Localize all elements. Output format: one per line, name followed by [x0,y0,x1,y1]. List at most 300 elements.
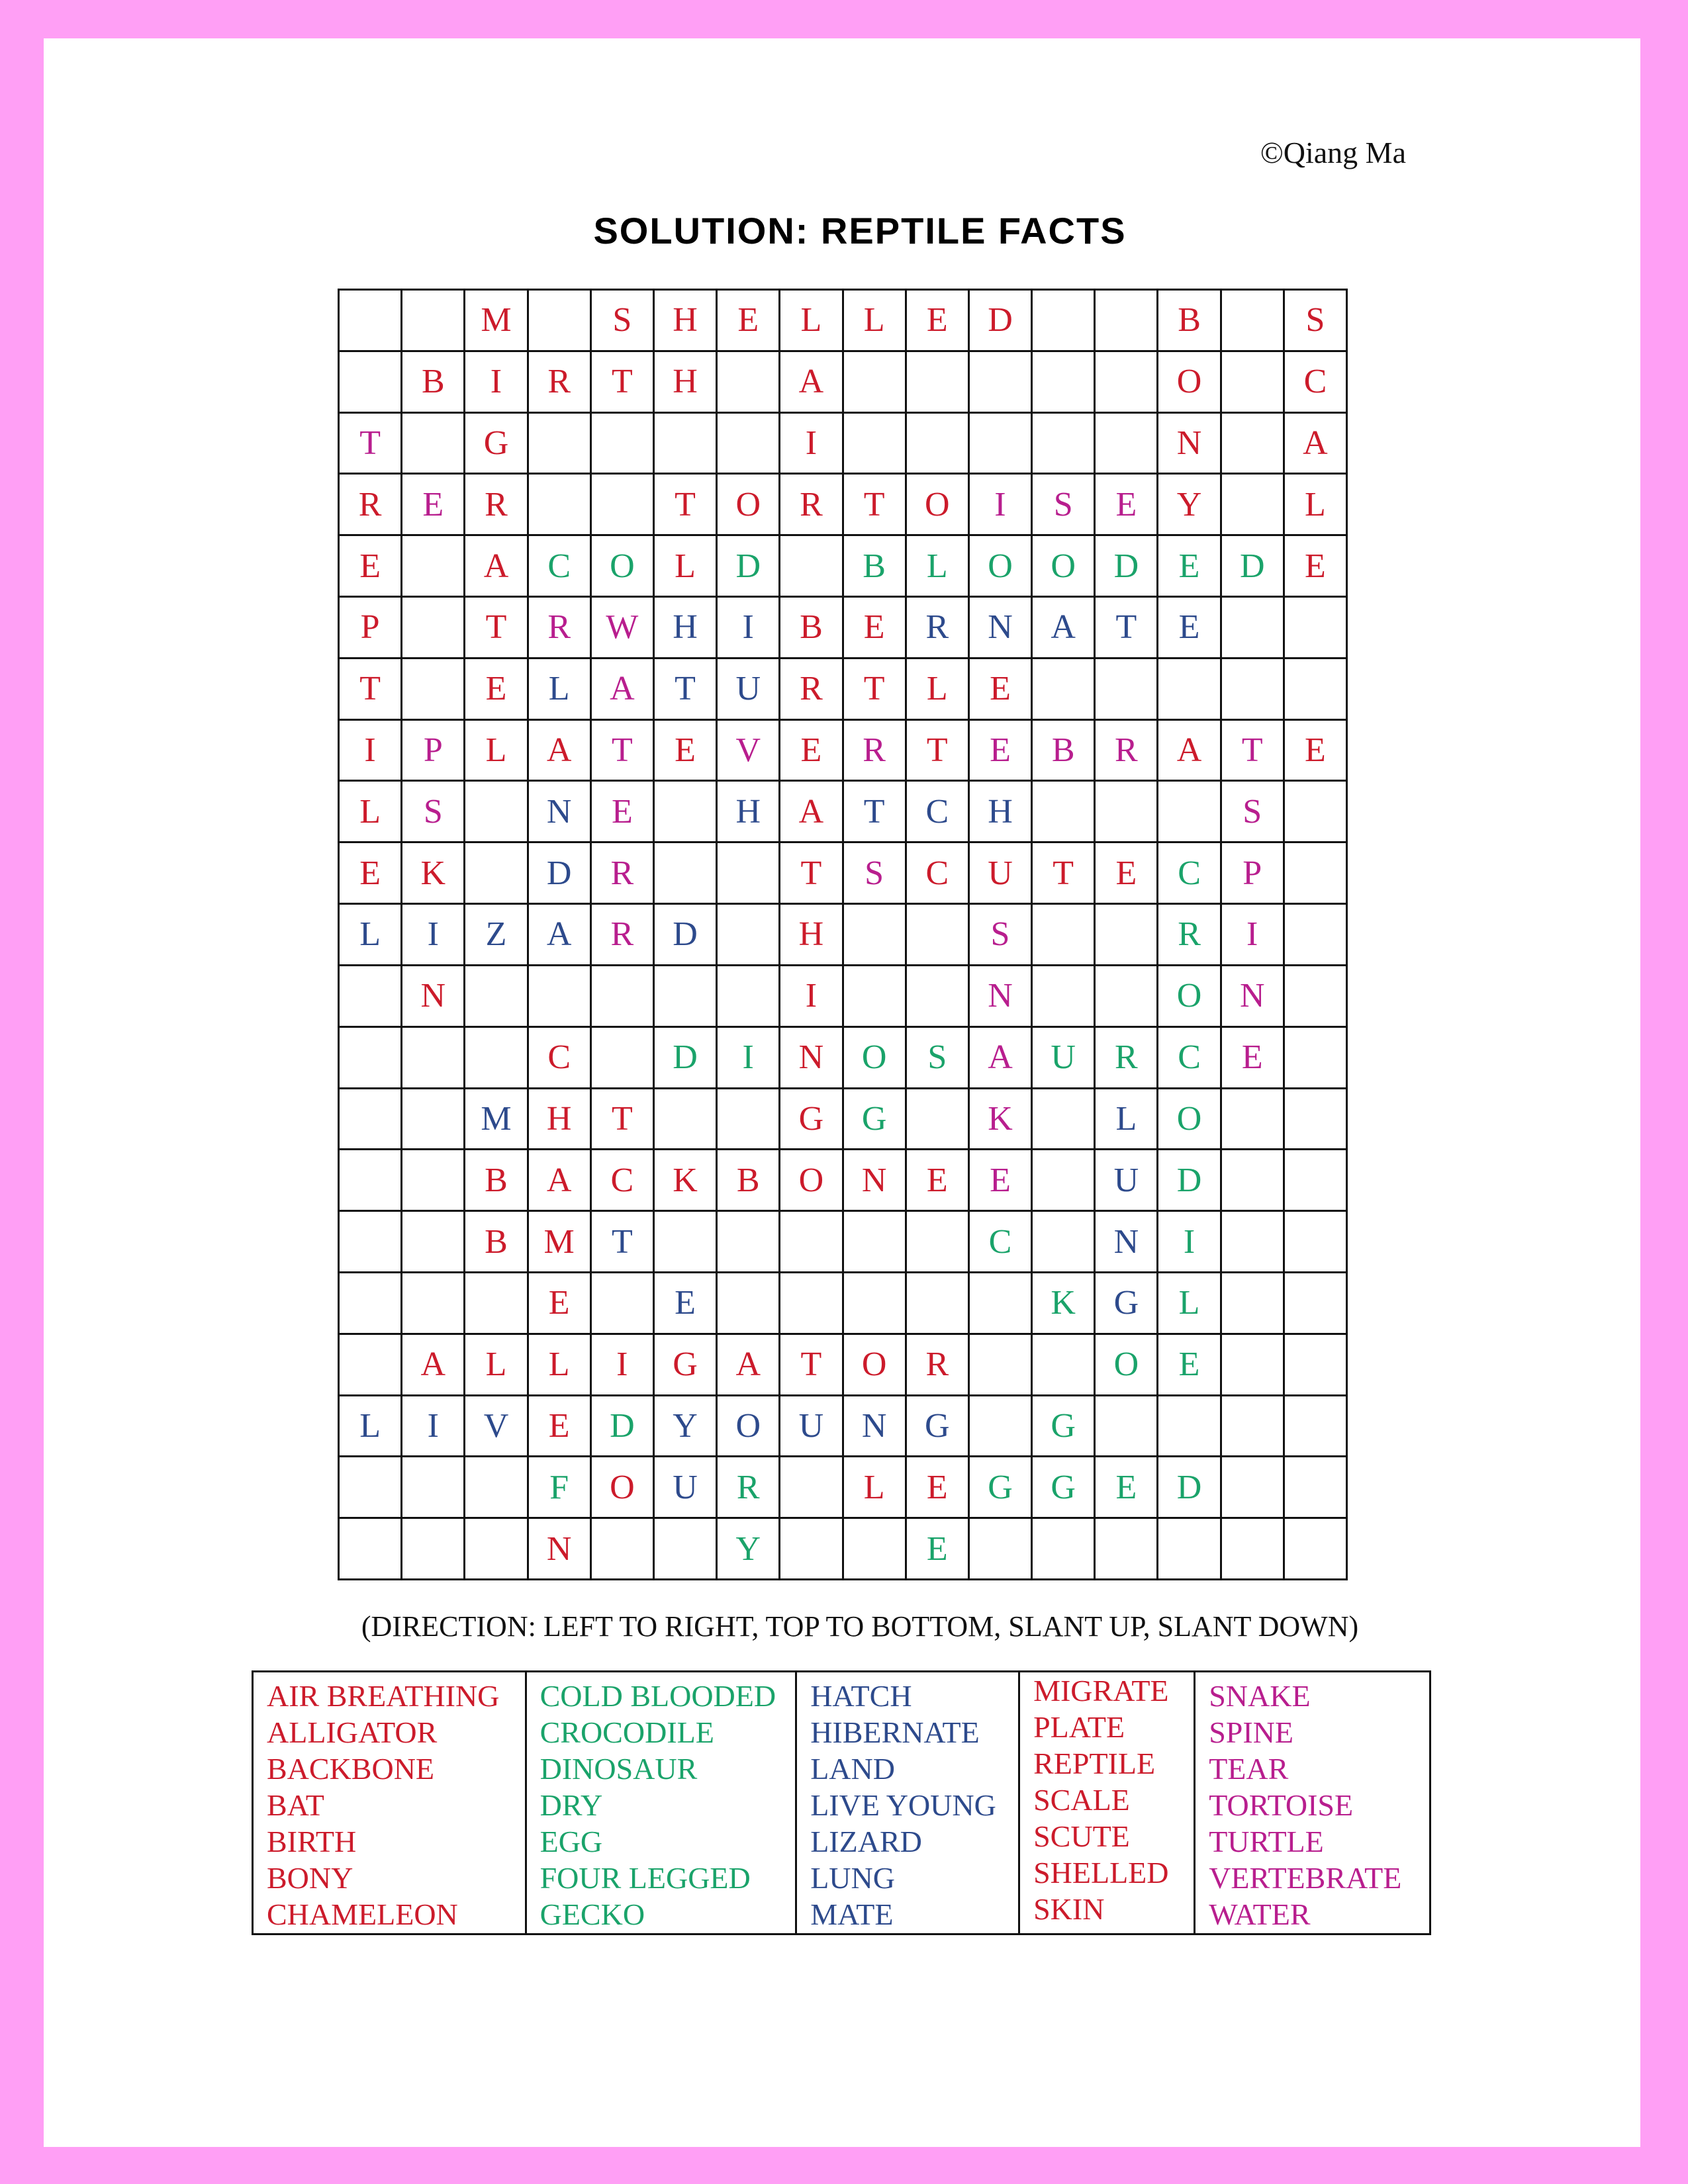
grid-cell [1096,291,1158,352]
grid-cell: L [907,536,970,598]
grid-cell: I [718,1028,780,1089]
grid-cell [1285,1150,1348,1212]
word-bank-item: LAND [810,1752,895,1786]
grid-cell: C [1285,352,1348,414]
grid-cell [529,966,592,1028]
grid-cell: I [780,414,843,475]
grid-cell: Y [718,1519,780,1580]
grid-cell: R [1096,1028,1158,1089]
grid-cell [402,659,465,721]
grid-cell: G [907,1396,970,1458]
grid-cell: B [1033,721,1096,782]
grid-cell [718,1089,780,1151]
word-bank-item: SCALE [1033,1783,1130,1817]
grid-cell: A [970,1028,1033,1089]
grid-cell [844,414,907,475]
grid-cell [1222,1457,1285,1519]
grid-cell: U [718,659,780,721]
grid-cell: N [780,1028,843,1089]
grid-cell [465,1273,528,1335]
word-bank-column-4 [1020,1672,1196,1933]
grid-cell [340,1089,402,1151]
grid-cell: U [1033,1028,1096,1089]
word-bank-item: TORTOISE [1209,1788,1354,1822]
grid-cell: B [718,1150,780,1212]
grid-cell [655,1212,718,1273]
grid-cell: E [340,536,402,598]
grid-cell: O [718,475,780,536]
grid-cell [718,1273,780,1335]
grid-cell [340,1212,402,1273]
grid-cell: N [402,966,465,1028]
grid-cell [1033,291,1096,352]
word-bank-item: MIGRATE [1033,1674,1169,1707]
grid-cell: W [592,598,655,659]
grid-cell [465,1457,528,1519]
word-bank-item: REPTILE [1033,1747,1156,1780]
grid-cell [1222,1335,1285,1396]
grid-cell: K [655,1150,718,1212]
grid-cell: E [529,1396,592,1458]
word-bank-item: TEAR [1209,1752,1289,1786]
grid-cell: E [844,598,907,659]
grid-cell [465,1028,528,1089]
grid-cell: I [465,352,528,414]
page-title: SOLUTION: REPTILE FACTS [593,210,1127,251]
grid-cell: N [529,1519,592,1580]
grid-cell: U [970,843,1033,905]
grid-cell [340,1335,402,1396]
grid-cell: Y [1158,475,1221,536]
grid-cell: B [402,352,465,414]
grid-cell: I [780,966,843,1028]
grid-cell: R [465,475,528,536]
grid-cell [907,905,970,966]
grid-cell: L [1285,475,1348,536]
grid-cell: S [1033,475,1096,536]
word-bank-item: HIBERNATE [810,1715,980,1749]
grid-cell: P [402,721,465,782]
grid-cell: K [1033,1273,1096,1335]
grid-cell: Y [655,1396,718,1458]
grid-cell [1285,598,1348,659]
grid-cell: C [529,1028,592,1089]
word-bank-item: BAT [267,1788,324,1822]
grid-cell: E [1158,1335,1221,1396]
grid-cell [1285,966,1348,1028]
grid-cell: E [1285,536,1348,598]
grid-cell [1096,966,1158,1028]
grid-cell: D [970,291,1033,352]
grid-cell [1222,1396,1285,1458]
grid-cell [1222,1150,1285,1212]
word-bank-item: SNAKE [1209,1679,1311,1713]
grid-cell: C [907,782,970,843]
grid-cell [1285,1396,1348,1458]
grid-cell: G [970,1457,1033,1519]
grid-cell: L [465,1335,528,1396]
grid-cell [1285,1457,1348,1519]
grid-cell [1033,1150,1096,1212]
grid-cell: L [1158,1273,1221,1335]
grid-cell: H [655,291,718,352]
grid-cell [1222,659,1285,721]
grid-cell: I [402,1396,465,1458]
grid-cell: A [780,352,843,414]
grid-cell: U [780,1396,843,1458]
grid-cell [844,905,907,966]
grid-cell [780,1212,843,1273]
grid-cell: D [718,536,780,598]
grid-cell [592,1273,655,1335]
grid-cell [1033,1335,1096,1396]
grid-cell [718,414,780,475]
grid-cell [340,1457,402,1519]
grid-cell [1158,1396,1221,1458]
grid-cell: R [592,905,655,966]
grid-cell [970,1273,1033,1335]
grid-cell: A [529,1150,592,1212]
grid-cell [402,414,465,475]
grid-cell: E [465,659,528,721]
grid-cell: V [718,721,780,782]
grid-cell: T [655,475,718,536]
grid-cell [1285,1335,1348,1396]
grid-cell [1285,1273,1348,1335]
grid-cell [1033,1089,1096,1151]
grid-cell: I [1158,1212,1221,1273]
grid-cell [529,414,592,475]
grid-cell: T [1033,843,1096,905]
grid-cell: D [1096,536,1158,598]
grid-cell [402,536,465,598]
word-bank-item: DRY [539,1788,603,1822]
grid-cell: E [970,659,1033,721]
grid-cell: L [907,659,970,721]
grid-cell [844,966,907,1028]
word-bank-item: CHAMELEON [267,1897,458,1931]
grid-cell: T [592,352,655,414]
grid-cell: E [655,1273,718,1335]
grid-cell [592,414,655,475]
word-bank-item: EGG [539,1825,603,1858]
grid-cell [1158,1519,1221,1580]
grid-cell: C [1158,843,1221,905]
grid-cell [340,966,402,1028]
grid-cell: T [780,843,843,905]
grid-cell [1222,1519,1285,1580]
grid-cell: G [1033,1396,1096,1458]
grid-cell [655,966,718,1028]
grid-cell [1222,598,1285,659]
grid-cell: E [970,721,1033,782]
grid-cell [340,1273,402,1335]
grid-cell [340,1519,402,1580]
grid-cell: N [844,1150,907,1212]
grid-cell: A [1033,598,1096,659]
grid-cell [907,1089,970,1151]
word-bank-item: BIRTH [267,1825,357,1858]
word-bank-item: BONY [267,1861,353,1895]
grid-cell: D [655,1028,718,1089]
grid-cell [655,1519,718,1580]
grid-cell: E [907,1519,970,1580]
grid-cell: D [655,905,718,966]
grid-cell [655,843,718,905]
grid-cell [907,1212,970,1273]
grid-cell [1033,782,1096,843]
grid-cell [465,966,528,1028]
grid-cell: U [1096,1150,1158,1212]
grid-cell: E [1096,1457,1158,1519]
grid-cell: E [340,843,402,905]
grid-cell: E [1285,721,1348,782]
grid-cell: L [844,1457,907,1519]
grid-cell: B [844,536,907,598]
word-bank-item: FOUR LEGGED [539,1861,751,1895]
grid-cell: R [529,598,592,659]
grid-cell: S [844,843,907,905]
grid-cell [402,598,465,659]
word-search-grid [338,289,1348,1580]
grid-cell [844,1212,907,1273]
grid-cell [1222,475,1285,536]
word-bank-item: SCUTE [1033,1819,1130,1853]
grid-cell [465,782,528,843]
grid-cell: A [529,905,592,966]
grid-cell [1096,1396,1158,1458]
grid-cell [1158,782,1221,843]
grid-cell: U [655,1457,718,1519]
grid-cell: L [529,1335,592,1396]
grid-cell [1096,782,1158,843]
grid-cell: S [1222,782,1285,843]
grid-cell [1222,291,1285,352]
grid-cell [1285,782,1348,843]
grid-cell: R [529,352,592,414]
grid-cell: L [844,291,907,352]
grid-cell [1033,659,1096,721]
grid-cell [907,1273,970,1335]
grid-cell: T [844,659,907,721]
grid-cell [1222,352,1285,414]
grid-cell [1033,1212,1096,1273]
grid-cell: E [780,721,843,782]
grid-cell: E [1158,536,1221,598]
copyright-text: ©Qiang Ma [1260,136,1406,169]
grid-cell: O [1096,1335,1158,1396]
word-bank-item: SPINE [1209,1715,1294,1749]
grid-cell: S [907,1028,970,1089]
grid-cell [1033,1519,1096,1580]
grid-cell: R [592,843,655,905]
grid-cell: O [970,536,1033,598]
grid-cell: P [1222,843,1285,905]
grid-cell: S [402,782,465,843]
grid-cell [718,352,780,414]
grid-cell: T [340,414,402,475]
grid-cell: I [1222,905,1285,966]
grid-cell: E [529,1273,592,1335]
grid-cell: L [340,782,402,843]
grid-cell: N [970,598,1033,659]
grid-cell: L [780,291,843,352]
grid-cell: N [1222,966,1285,1028]
grid-cell [340,291,402,352]
grid-cell: L [1096,1089,1158,1151]
direction-text: (DIRECTION: LEFT TO RIGHT, TOP TO BOTTOM, SLANT UP, SLANT DOWN) [361,1610,1359,1643]
grid-cell [402,1457,465,1519]
grid-cell: H [655,598,718,659]
grid-cell: D [1158,1150,1221,1212]
grid-cell [529,475,592,536]
grid-cell: M [529,1212,592,1273]
grid-cell [780,1457,843,1519]
grid-cell: L [340,1396,402,1458]
grid-cell: B [465,1150,528,1212]
grid-cell: G [780,1089,843,1151]
grid-cell: O [592,536,655,598]
grid-cell: G [465,414,528,475]
grid-cell: K [970,1089,1033,1151]
grid-cell [1285,1089,1348,1151]
grid-cell: O [1158,1089,1221,1151]
word-bank-item: CROCODILE [539,1715,714,1749]
grid-cell [592,475,655,536]
word-bank-item: VERTEBRATE [1209,1861,1402,1895]
grid-cell [907,966,970,1028]
grid-cell [780,536,843,598]
grid-cell: T [592,721,655,782]
grid-cell [1096,414,1158,475]
grid-cell: L [465,721,528,782]
grid-cell: O [844,1335,907,1396]
grid-cell [907,414,970,475]
grid-cell: T [465,598,528,659]
grid-cell [1033,966,1096,1028]
grid-cell [402,1273,465,1335]
grid-cell: A [402,1335,465,1396]
grid-cell: Z [465,905,528,966]
grid-cell [340,1150,402,1212]
grid-cell [1285,1212,1348,1273]
grid-cell [1285,1519,1348,1580]
grid-cell [1222,1273,1285,1335]
word-bank-item: MATE [810,1897,894,1931]
grid-cell: R [718,1457,780,1519]
grid-cell [1033,352,1096,414]
word-bank-item: PLATE [1033,1710,1125,1744]
grid-cell: C [529,536,592,598]
word-bank-item: HATCH [810,1679,912,1713]
grid-cell: B [1158,291,1221,352]
grid-cell: N [529,782,592,843]
word-bank-item: BACKBONE [267,1752,435,1786]
grid-cell: R [907,1335,970,1396]
word-bank-item: TURTLE [1209,1825,1324,1858]
grid-cell: E [718,291,780,352]
grid-cell: I [970,475,1033,536]
word-bank-item: LIZARD [810,1825,922,1858]
grid-cell [592,1028,655,1089]
grid-cell: E [1222,1028,1285,1089]
grid-cell: G [1096,1273,1158,1335]
grid-cell [340,352,402,414]
grid-cell [780,1519,843,1580]
grid-cell: T [780,1335,843,1396]
grid-cell: E [1096,475,1158,536]
grid-cell: C [970,1212,1033,1273]
grid-cell: D [1222,536,1285,598]
grid-cell: A [718,1335,780,1396]
grid-cell: T [1096,598,1158,659]
grid-cell: K [402,843,465,905]
word-bank-item: LUNG [810,1861,895,1895]
grid-cell: R [844,721,907,782]
grid-cell [970,1396,1033,1458]
grid-cell: R [1158,905,1221,966]
grid-cell [592,966,655,1028]
grid-cell [970,352,1033,414]
grid-cell: I [340,721,402,782]
grid-cell: A [529,721,592,782]
grid-cell [655,414,718,475]
grid-cell: V [465,1396,528,1458]
word-bank-item: SHELLED [1033,1856,1169,1889]
word-bank-item: SKIN [1033,1892,1105,1926]
grid-cell: L [655,536,718,598]
grid-cell [970,414,1033,475]
grid-cell [844,352,907,414]
grid-cell: T [844,782,907,843]
grid-cell: S [970,905,1033,966]
grid-cell [1033,905,1096,966]
grid-cell [780,1273,843,1335]
grid-cell [402,1212,465,1273]
word-bank-item: WATER [1209,1897,1311,1931]
grid-cell: N [1096,1212,1158,1273]
grid-cell: R [1096,721,1158,782]
grid-cell [1096,905,1158,966]
grid-cell: E [970,1150,1033,1212]
grid-cell [655,782,718,843]
grid-cell [718,966,780,1028]
grid-cell: D [592,1396,655,1458]
grid-cell: N [970,966,1033,1028]
grid-cell: E [1158,598,1221,659]
grid-cell: O [718,1396,780,1458]
grid-cell [1285,659,1348,721]
word-bank [252,1670,1431,1935]
grid-cell [1158,659,1221,721]
grid-cell: R [907,598,970,659]
word-bank-column-5 [1196,1672,1429,1933]
grid-cell: I [718,598,780,659]
grid-cell: I [592,1335,655,1396]
grid-cell: E [907,291,970,352]
grid-cell: A [1158,721,1221,782]
grid-cell [844,1273,907,1335]
grid-cell [1096,659,1158,721]
grid-cell [1285,843,1348,905]
word-bank-column-1 [254,1672,527,1933]
grid-cell: T [844,475,907,536]
grid-cell: E [907,1457,970,1519]
grid-cell: F [529,1457,592,1519]
grid-cell [402,1150,465,1212]
grid-cell: G [655,1335,718,1396]
word-bank-item: DINOSAUR [539,1752,698,1786]
